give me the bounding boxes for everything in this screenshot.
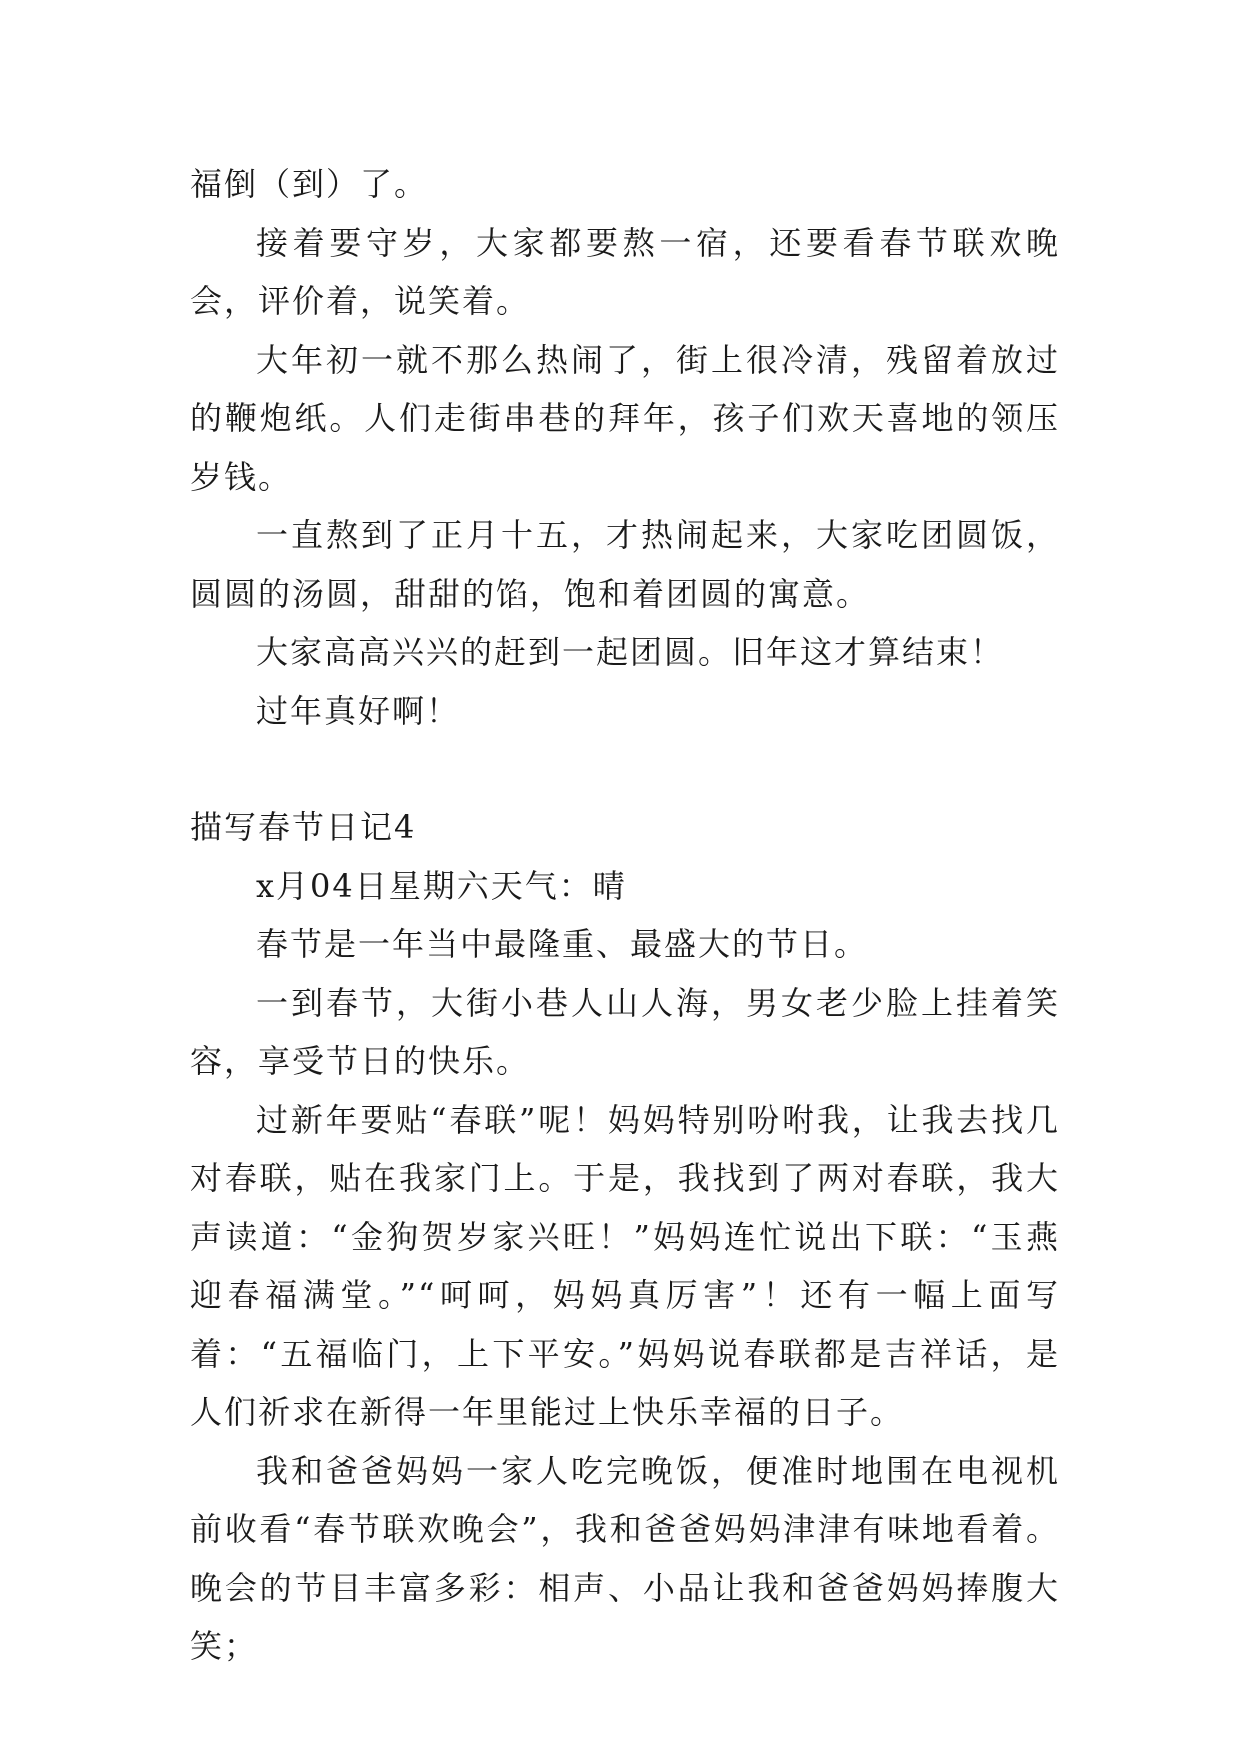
paragraph-gala: 我和爸爸妈妈一家人吃完晚饭，便准时地围在电视机前收看“春节联欢晚会”，我和爸爸妈妈津津有味地看着。晚会的节目丰富多彩：相声、小品让我和爸爸妈妈捧腹大笑； xyxy=(190,1451,1060,1665)
paragraph-shousui: 接着要守岁，大家都要熬一宿，还要看春节联欢晚会，评价着，说笑着。 xyxy=(190,223,1060,320)
paragraph-chunlian: 过新年要贴“春联”呢！妈妈特别吩咐我，让我去找几对春联，贴在我家门上。于是，我找到了两对春联，我大声读道：“金狗贺岁家兴旺！”妈妈连忙说出下联：“玉燕迎春福满堂。”“呵呵，妈妈真厉害”！还有一幅上面写着：“五福临门，上下平安。”妈妈说春联都是吉祥话，是人们祈求在新得一年里能过上快乐幸福的日子。 xyxy=(190,1100,1060,1431)
paragraph-streets: 一到春节，大街小巷人山人海，男女老少脸上挂着笑容，享受节日的快乐。 xyxy=(190,983,1060,1080)
paragraph-chuyi: 大年初一就不那么热闹了，街上很冷清，残留着放过的鞭炮纸。人们走街串巷的拜年，孩子们欢天喜地的领压岁钱。 xyxy=(190,340,1060,496)
paragraph-intro: 春节是一年当中最隆重、最盛大的节日。 xyxy=(256,925,869,963)
document-body xyxy=(190,155,1060,1676)
paragraph-closing: 过年真好啊！ xyxy=(256,691,461,730)
paragraph-continuation: 福倒（到）了。 xyxy=(190,165,429,203)
diary-date-weather: x月04日星期六天气：晴 xyxy=(256,866,627,905)
section-title: 描写春节日记4 xyxy=(190,808,417,846)
paragraph-zhengyue: 一直熬到了正月十五，才热闹起来，大家吃团圆饭，圆圆的汤圆，甜甜的馅，饱和着团圆的寓意。 xyxy=(190,516,1060,613)
paragraph-tuanyuan: 大家高高兴兴的赶到一起团圆。旧年这才算结束！ xyxy=(256,633,1005,671)
